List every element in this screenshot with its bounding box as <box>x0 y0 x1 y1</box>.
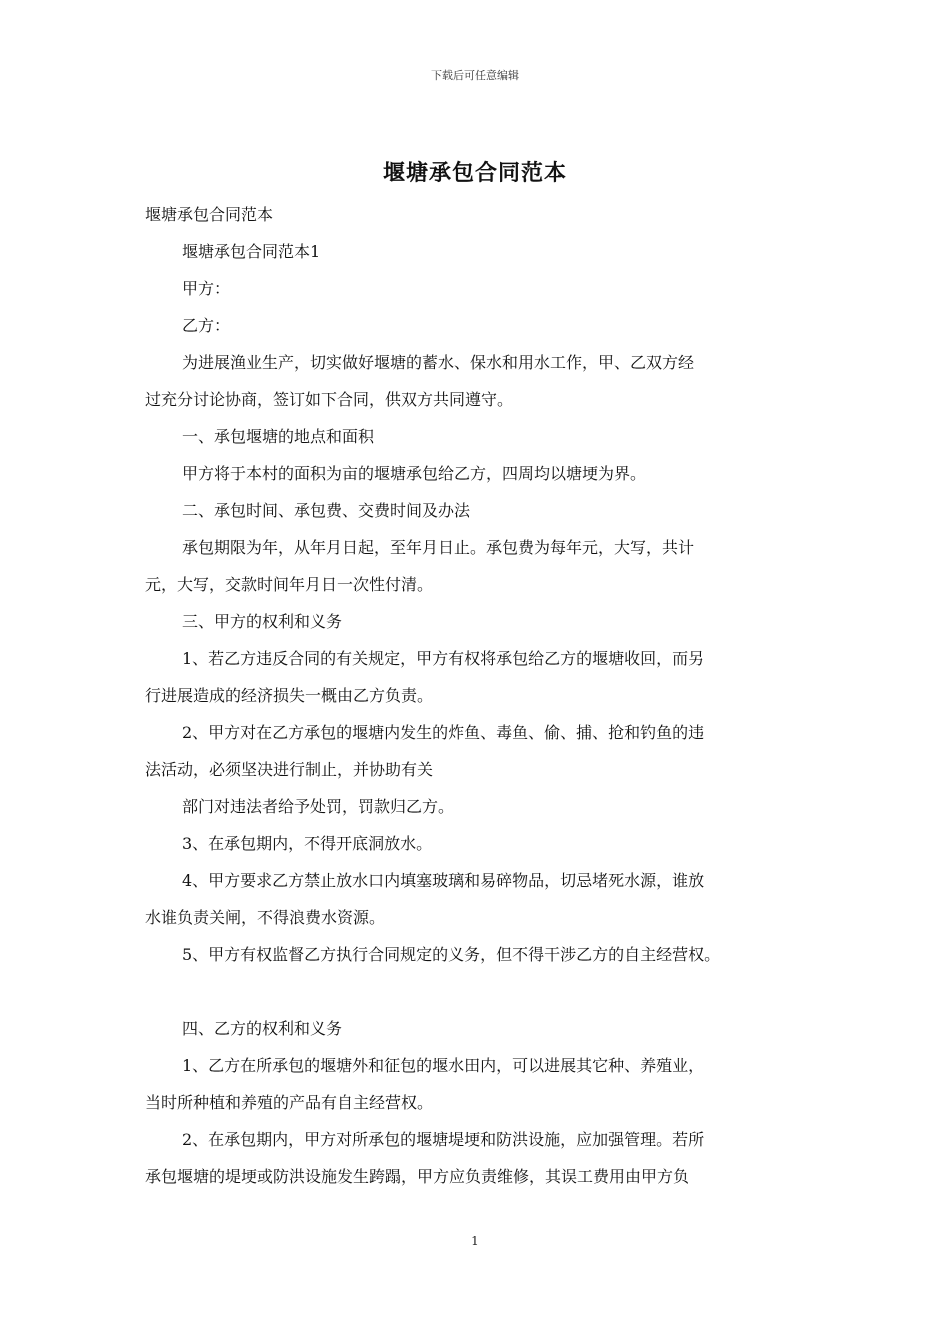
page-number: 1 <box>471 1234 479 1248</box>
body-line: 当时所种植和养殖的产品有自主经营权。 <box>145 1093 434 1112</box>
body-line: 承包堰塘的堤埂或防洪设施发生跨蹋，甲方应负责维修，其误工费用由甲方负 <box>145 1167 690 1186</box>
body-line: 3、在承包期内，不得开底洞放水。 <box>182 834 433 853</box>
section-heading: 三、甲方的权利和义务 <box>182 612 343 631</box>
body-line: 甲方将于本村的面积为亩的堰塘承包给乙方，四周均以塘埂为界。 <box>182 464 647 483</box>
body-line: 4、甲方要求乙方禁止放水口内填塞玻璃和易碎物品，切忌堵死水源，谁放 <box>182 871 705 890</box>
body-line: 水谁负责关闸，不得浪费水资源。 <box>145 908 386 927</box>
section-heading: 一、承包堰塘的地点和面积 <box>182 427 375 446</box>
section-heading: 四、乙方的权利和义务 <box>182 1019 343 1038</box>
document-title: 堰塘承包合同范本 <box>382 160 567 186</box>
blank-line <box>145 973 813 1010</box>
body-line: 行进展造成的经济损失一概由乙方负责。 <box>145 686 434 705</box>
body-line: 乙方： <box>182 316 231 335</box>
header-note: 下载后可任意编辑 <box>431 69 519 82</box>
body-line: 1、乙方在所承包的堰塘外和征包的堰水田内，可以进展其它种、养殖业， <box>182 1056 705 1075</box>
body-line: 为进展渔业生产，切实做好堰塘的蓄水、保水和用水工作，甲、乙双方经 <box>182 353 695 372</box>
body-line: 5、甲方有权监督乙方执行合同规定的义务，但不得干涉乙方的自主经营权。 <box>182 945 721 964</box>
body-line: 元，大写，交款时间年月日一次性付清。 <box>145 575 434 594</box>
body-line: 堰塘承包合同范本 <box>145 205 274 224</box>
body-line: 1、若乙方违反合同的有关规定，甲方有权将承包给乙方的堰塘收回，而另 <box>182 649 705 668</box>
body-line: 部门对违法者给予处罚，罚款归乙方。 <box>182 797 455 816</box>
body-line: 2、在承包期内，甲方对所承包的堰塘堤埂和防洪设施，应加强管理。若所 <box>182 1130 705 1149</box>
body-line: 承包期限为年，从年月日起，至年月日止。承包费为每年元，大写，共计 <box>182 538 695 557</box>
document-body <box>145 196 813 1195</box>
body-line: 过充分讨论协商，签订如下合同，供双方共同遵守。 <box>145 390 514 409</box>
body-line: 甲方： <box>182 279 231 298</box>
body-line: 2、甲方对在乙方承包的堰塘内发生的炸鱼、毒鱼、偷、捕、抢和钓鱼的违 <box>182 723 705 742</box>
body-line: 法活动，必须坚决进行制止，并协助有关 <box>145 760 434 779</box>
section-heading: 二、承包时间、承包费、交费时间及办法 <box>182 501 471 520</box>
body-line: 堰塘承包合同范本1 <box>182 242 321 261</box>
